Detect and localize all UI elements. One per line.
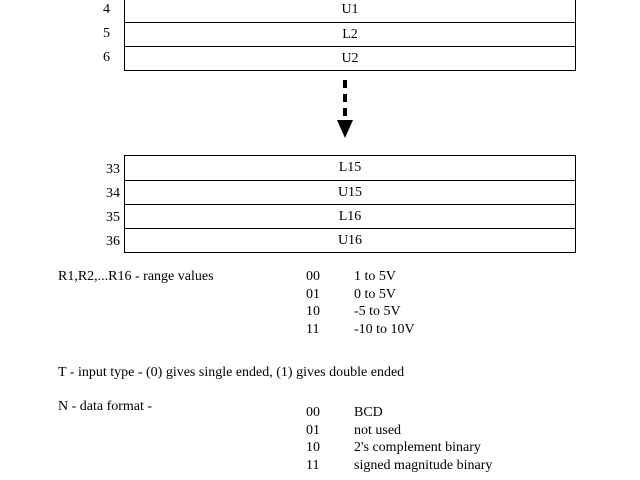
range-code-list [306,268,320,338]
format-code-list [306,404,320,474]
register-cell: U15 [125,180,575,204]
range-value: -5 to 5V [354,304,401,319]
register-cell: U16 [125,228,575,252]
format-value-list [354,404,492,474]
register-cell: L2 [125,22,575,46]
register-cell: L16 [125,204,575,228]
range-value: 0 to 5V [354,286,396,302]
register-cell: U2 [125,46,575,70]
format-value: not used [354,422,402,438]
range-code: 01 [306,286,320,302]
row-number: 35 [106,210,120,225]
format-code: 11 [306,457,320,473]
range-heading: R1,R2,...R16 - range values [58,269,214,284]
range-code: 10 [306,304,320,319]
register-table-top [124,0,576,71]
register-cell: U1 [341,2,359,17]
continuation-arrow-icon [333,76,357,142]
row-number: 33 [106,162,120,177]
range-value: -10 to 10V [354,321,415,337]
range-value-list [354,268,415,338]
row-number: 36 [106,234,120,249]
row-number: 5 [103,26,110,41]
input-type-description: T - input type - (0) gives single ended, (1) gives double ended [58,365,405,380]
format-code: 10 [306,440,320,455]
register-table-bottom [124,155,576,253]
format-code: 01 [306,422,320,438]
range-value: 1 to 5V [354,269,396,284]
row-number: 4 [103,2,110,17]
format-value: BCD [354,405,383,420]
format-value: signed magnitude binary [354,457,493,473]
format-code: 00 [306,405,320,420]
data-format-heading: N - data format - [58,399,153,414]
range-code: 00 [306,269,320,284]
format-value: 2's complement binary [354,440,481,455]
register-cell: L15 [338,160,362,175]
row-number: 34 [106,186,120,201]
range-code: 11 [306,321,320,337]
row-number: 6 [103,50,110,65]
